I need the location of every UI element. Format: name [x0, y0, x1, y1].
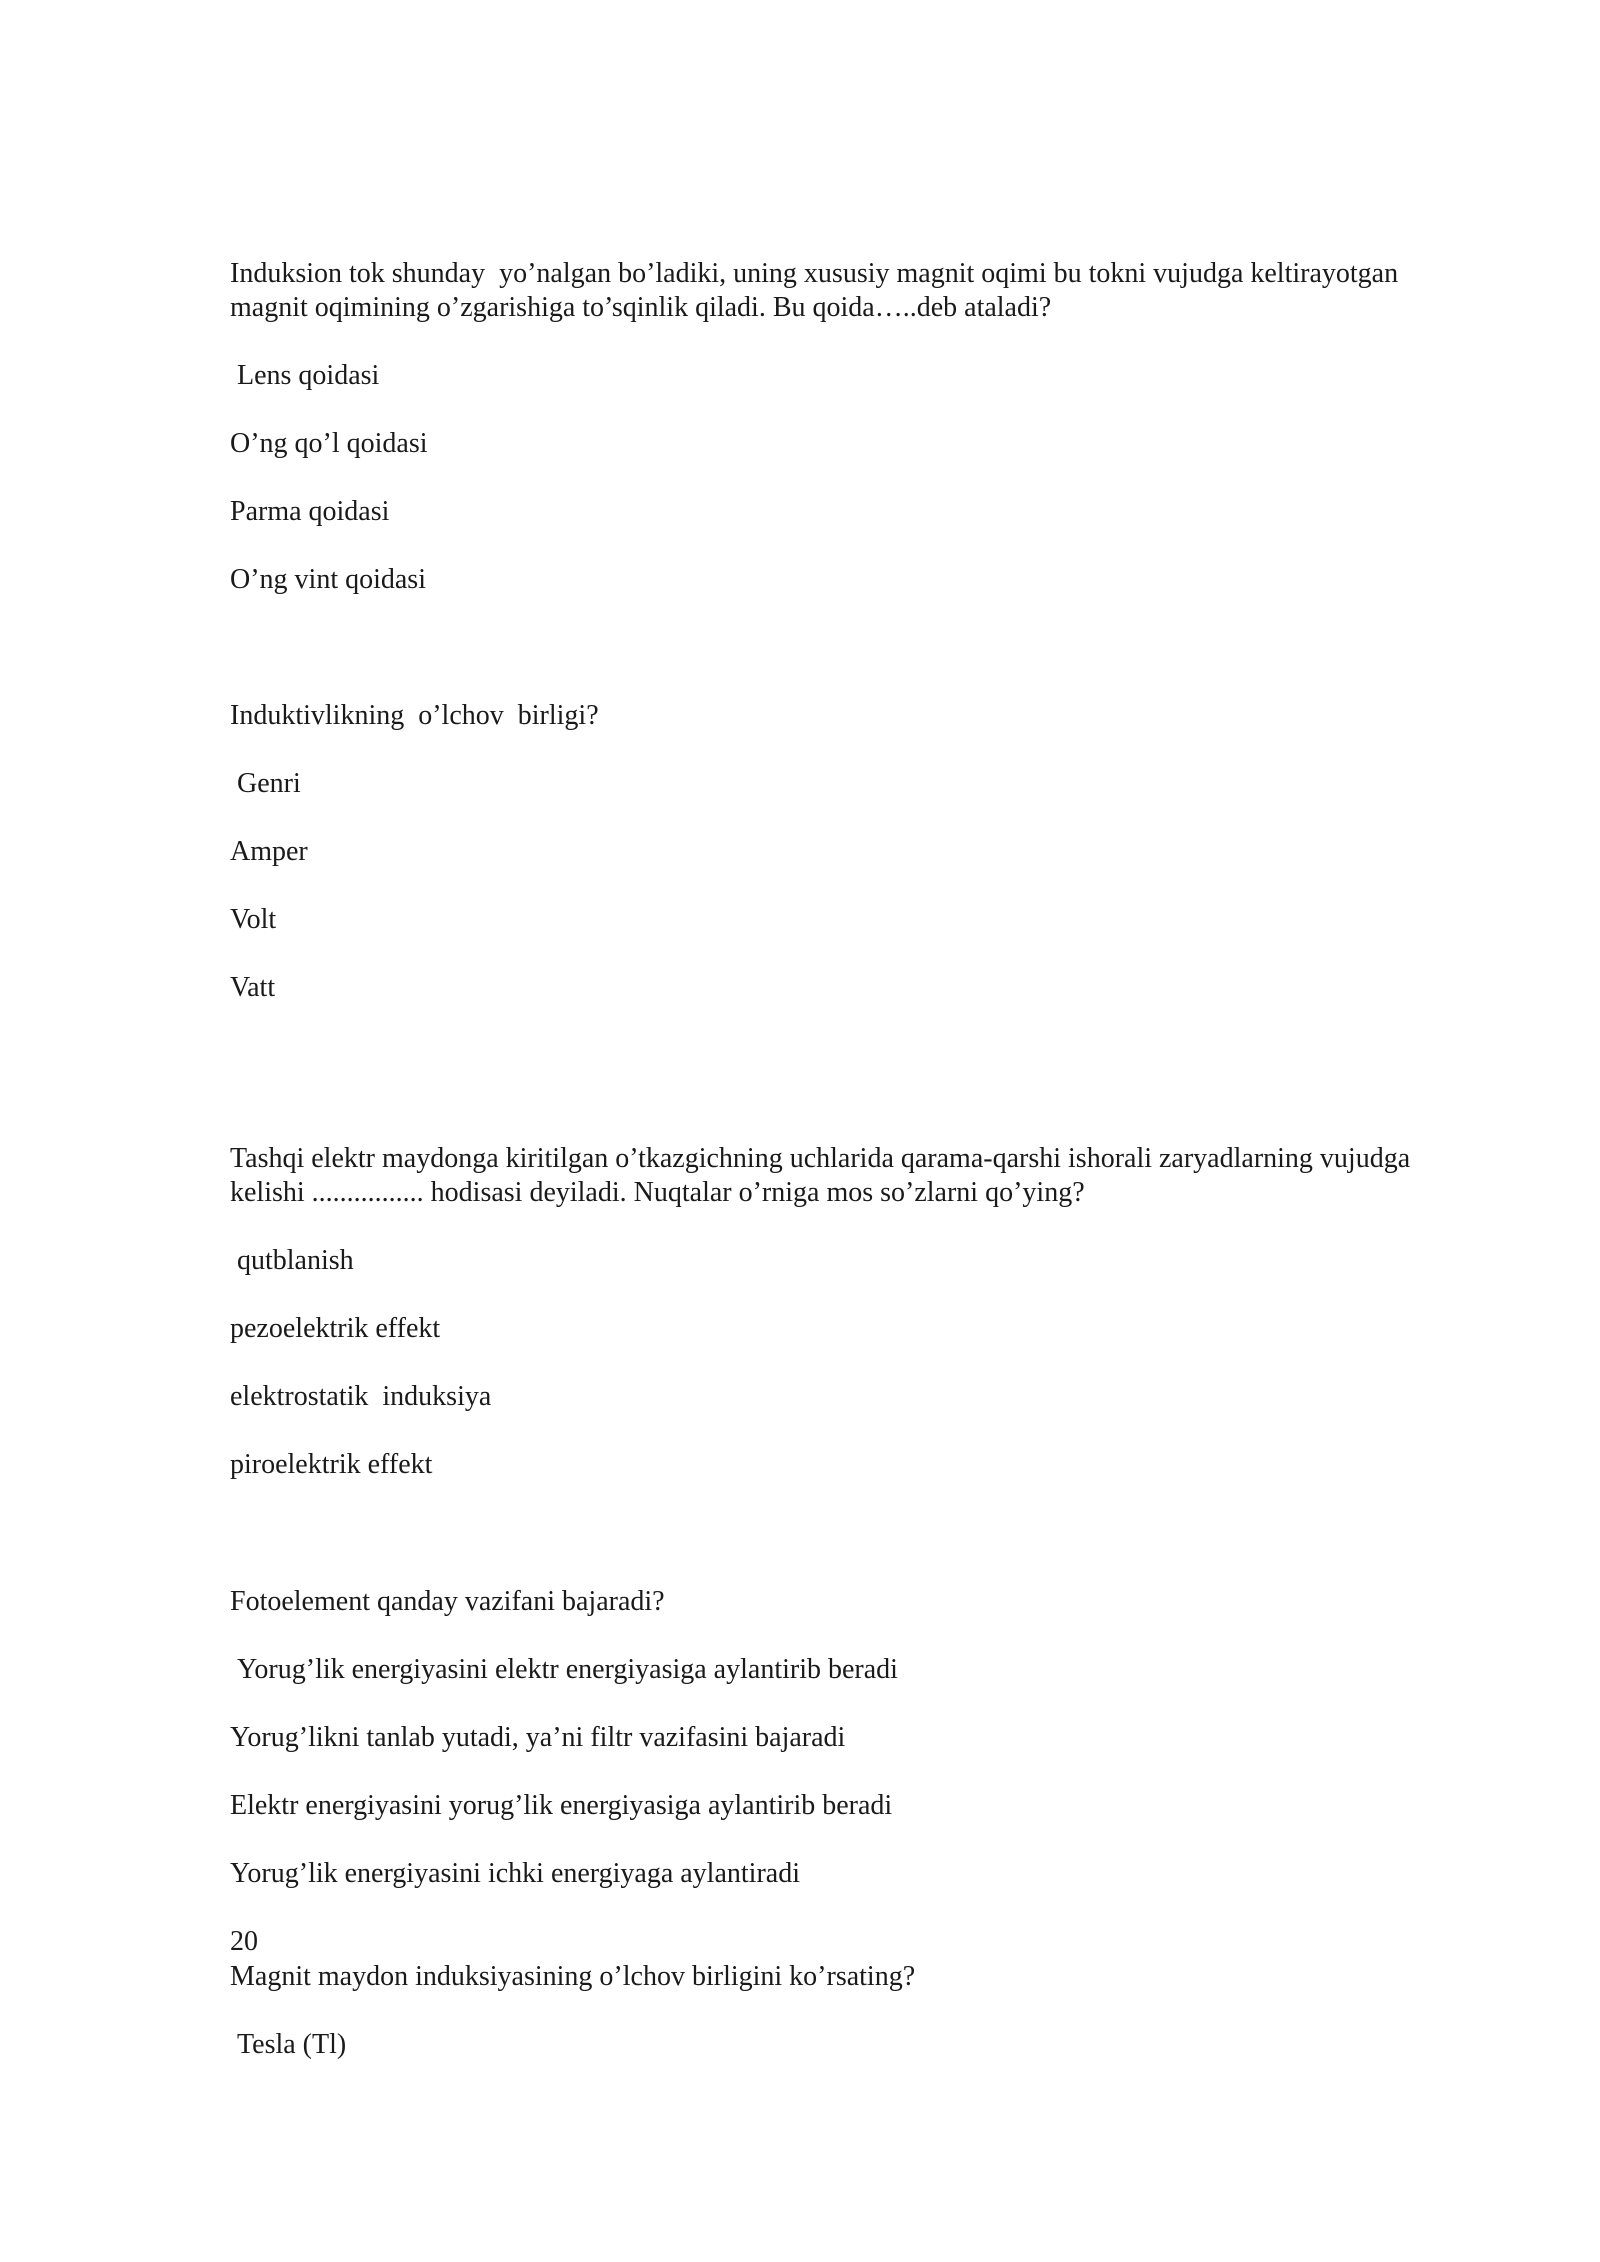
- question-1-option-1: Lens qoidasi: [230, 360, 380, 391]
- question-1-option-2: O’ng qo’l qoidasi: [230, 428, 428, 459]
- question-3-option-3: elektrostatik induksiya: [230, 1381, 492, 1412]
- page-number: 20: [230, 1926, 258, 1957]
- question-4-text-line-1: Fotoelement qanday vazifani bajaradi?: [230, 1586, 665, 1617]
- question-3-option-2: pezoelektrik effekt: [230, 1313, 441, 1344]
- question-1-text-line-2: magnit oqimining o’zgarishiga to’sqinlik qiladi. Bu qoida…..deb ataladi?: [230, 292, 1052, 323]
- question-4-option-1: Yorug’lik energiyasini elektr energiyasiga aylantirib beradi: [230, 1654, 898, 1685]
- question-5-text-line-1: Magnit maydon induksiyasining o’lchov birligini ko’rsating?: [230, 1961, 916, 1992]
- question-3-option-4: piroelektrik effekt: [230, 1449, 433, 1480]
- question-2-option-2: Amper: [230, 836, 308, 867]
- question-5-option-1: Tesla (Tl): [230, 2029, 347, 2060]
- question-4-option-4: Yorug’lik energiyasini ichki energiyaga aylantiradi: [230, 1858, 800, 1889]
- question-1-text-line-1: Induksion tok shunday yo’nalgan bo’ladiki, uning xususiy magnit oqimi bu tokni vujudga keltirayotgan: [230, 258, 1399, 289]
- question-3-text-line-2: kelishi ................ hodisasi deyiladi. Nuqtalar o’rniga mos so’zlarni qo’ying?: [230, 1177, 1085, 1208]
- question-3-option-1: qutblanish: [230, 1245, 354, 1276]
- question-2-text-line-1: Induktivlikning o’lchov birligi?: [230, 700, 599, 731]
- question-1-option-4: O’ng vint qoidasi: [230, 564, 426, 595]
- question-1-option-3: Parma qoidasi: [230, 496, 390, 527]
- question-3-text-line-1: Tashqi elektr maydonga kiritilgan o’tkazgichning uchlarida qarama-qarshi ishorali zaryadlarning vujudga: [230, 1143, 1411, 1174]
- question-4-option-3: Elektr energiyasini yorug’lik energiyasiga aylantirib beradi: [230, 1790, 893, 1821]
- question-4-option-2: Yorug’likni tanlab yutadi, ya’ni filtr vazifasini bajaradi: [230, 1722, 846, 1753]
- question-2-option-1: Genri: [230, 768, 301, 799]
- question-2-option-3: Volt: [230, 904, 277, 935]
- question-2-option-4: Vatt: [230, 972, 276, 1003]
